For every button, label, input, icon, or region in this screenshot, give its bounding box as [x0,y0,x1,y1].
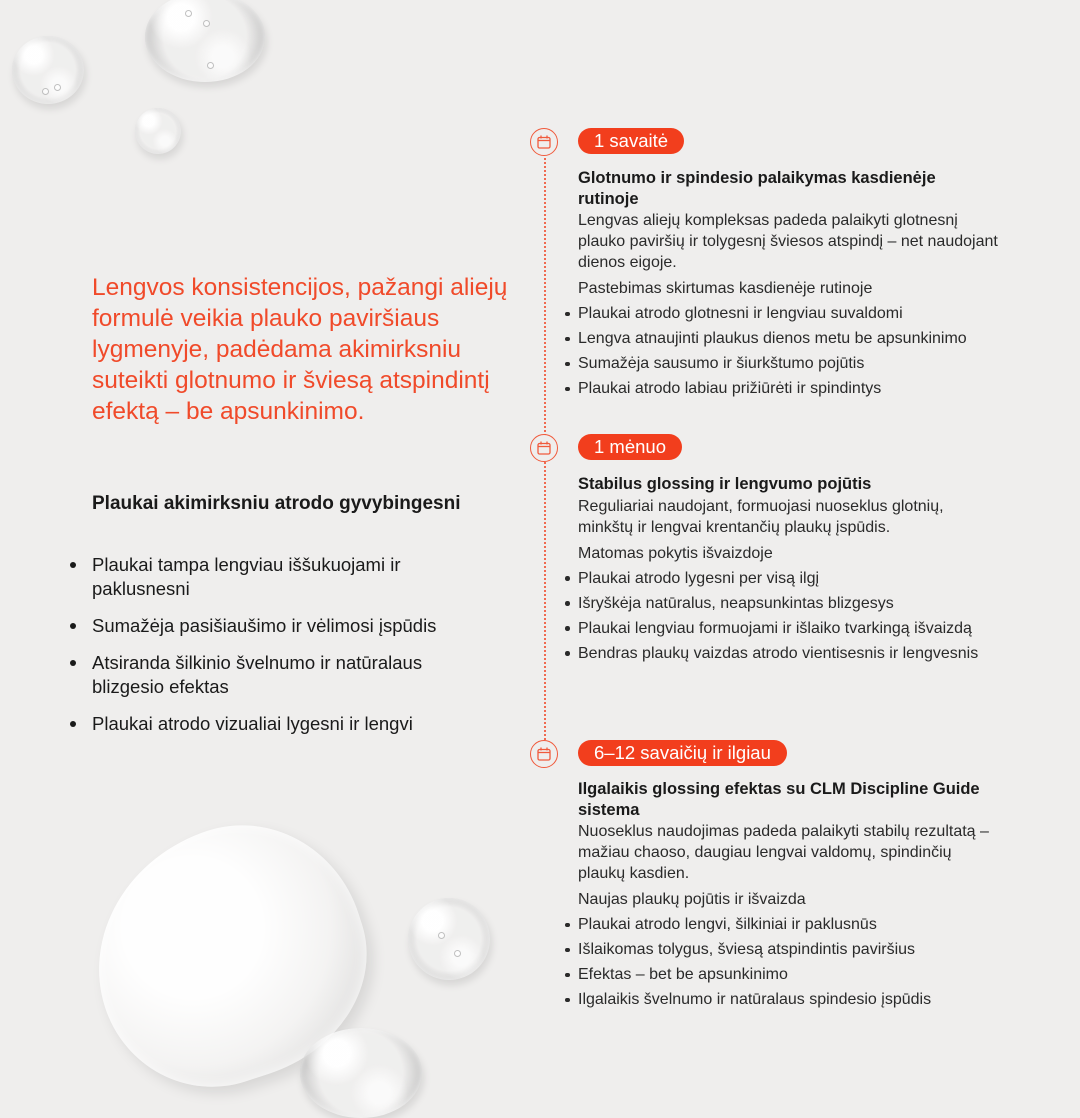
stage-subtitle: Pastebimas skirtumas kasdienėje rutinoje [578,280,873,297]
list-item: Ilgalaikis švelnumo ir natūralaus spindesio įspūdis [578,989,998,1010]
stage-subtitle: Naujas plaukų pojūtis ir išvaizda [578,891,806,908]
stage-list [578,303,998,399]
list-item: Plaukai tampa lengviau iššukuojami ir paklusnesni [92,553,472,601]
list-item: Atsiranda šilkinio švelnumo ir natūralaus blizgesio efektas [92,651,472,699]
list-item: Lengva atnaujinti plaukus dienos metu be apsunkinimo [578,328,998,349]
list-item: Plaukai atrodo labiau prižiūrėti ir spindintys [578,378,998,399]
stage-badge: 6–12 savaičių ir ilgiau [578,740,787,766]
calendar-icon [530,434,558,462]
stage-block-1 [578,168,998,403]
stage-description: Lengvas aliejų kompleksas padeda palaikyti glotnesnį plauko paviršių ir tolygesnį šviesos atspindį – net naudojant dienos eigoje. [578,212,998,271]
stage-block-2 [578,474,998,668]
intro-text: Lengvos konsistencijos, pažangi aliejų formulė veikia plauko paviršiaus lygmenyje, padėdama akimirksniu suteikti glotnumo ir šviesą atspindintį efektą – be apsunkinimo. [92,274,508,425]
stage-badge: 1 savaitė [578,128,684,154]
list-item: Plaukai atrodo vizualiai lygesni ir lengvi [92,712,472,736]
stage-title: Glotnumo ir spindesio palaikymas kasdienėje rutinoje [578,169,936,208]
stage-description: Nuoseklus naudojimas padeda palaikyti stabilų rezultatą – mažiau chaoso, daugiau lengvai valdomų, spindinčių plaukų kasdien. [578,823,989,882]
list-item: Sumažėja sausumo ir šiurkštumo pojūtis [578,353,998,374]
stage-block-3 [578,779,998,1014]
oil-droplet-icon [145,0,265,82]
stage-list [578,568,998,664]
left-section-title: Plaukai akimirksniu atrodo gyvybingesni [92,493,461,514]
stage-title: Ilgalaikis glossing efektas su CLM Discipline Guide sistema [578,780,980,819]
list-item: Plaukai atrodo lengvi, šilkiniai ir paklusnūs [578,914,998,935]
list-item: Efektas – bet be apsunkinimo [578,964,998,985]
stage-badge: 1 mėnuo [578,434,682,460]
calendar-icon [530,740,558,768]
oil-droplet-icon [135,108,181,154]
list-item: Plaukai lengviau formuojami ir išlaiko tvarkingą išvaizdą [578,618,998,639]
list-item: Sumažėja pasišiaušimo ir vėlimosi įspūdis [92,614,472,638]
stage-list [578,914,998,1010]
list-item: Plaukai atrodo lygesni per visą ilgį [578,568,998,589]
list-item: Išryškėja natūralus, neapsunkintas blizgesys [578,593,998,614]
oil-droplet-icon [300,1028,422,1118]
list-item: Išlaikomas tolygus, šviesą atspindintis paviršius [578,939,998,960]
list-item: Bendras plaukų vaizdas atrodo vientisesnis ir lengvesnis [578,643,998,664]
calendar-icon [530,128,558,156]
stage-description: Reguliariai naudojant, formuojasi nuoseklus glotnių, minkštų ir lengvai krentančių plaukų įspūdis. [578,497,944,536]
oil-droplet-icon [408,898,490,980]
left-benefit-list [92,553,472,749]
stage-title: Stabilus glossing ir lengvumo pojūtis [578,475,872,493]
oil-droplet-icon [12,36,84,104]
list-item: Plaukai atrodo glotnesni ir lengviau suvaldomi [578,303,998,324]
stage-subtitle: Matomas pokytis išvaizdoje [578,544,773,562]
